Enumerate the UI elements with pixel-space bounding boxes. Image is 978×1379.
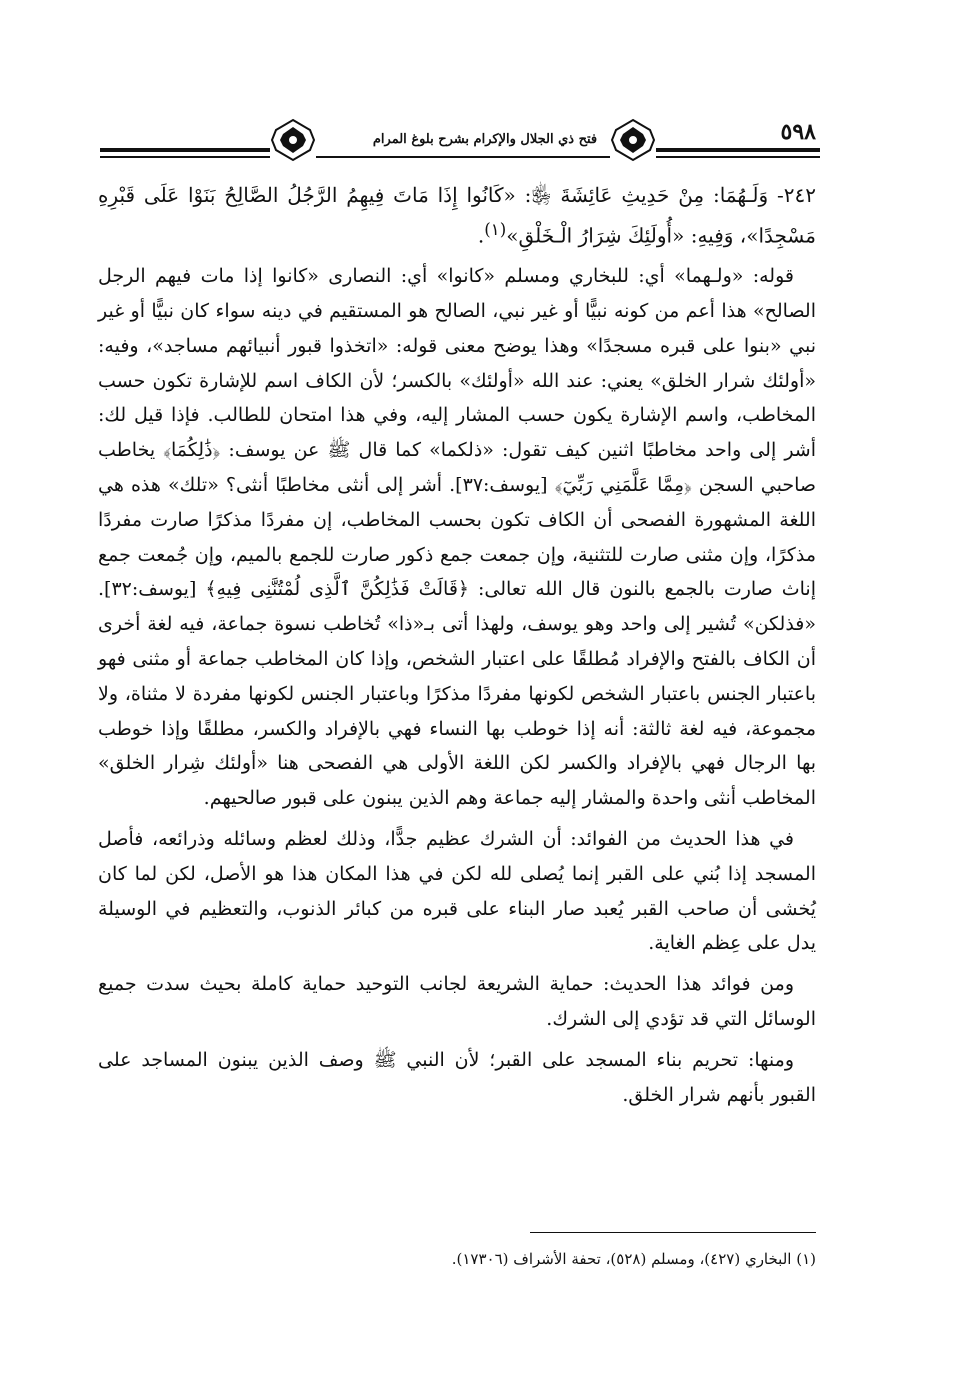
paragraph: ومن فوائد هذا الحديث: حماية الشريعة لجانب التوحيد حماية كاملة بحيث سدت جميع الوسائل التي قد تؤدي إلى الشرك.	[98, 973, 816, 1030]
footnote-ref: (١)	[484, 219, 507, 239]
ornament-icon	[270, 118, 316, 162]
hadith-end: .	[477, 223, 485, 248]
book-title: فتح ذي الجلال والإكرام بشرح بلوغ المرام	[315, 126, 655, 154]
footnote-divider	[530, 1232, 816, 1233]
footnote: (١) البخاري (٤٢٧)، ومسلم (٥٢٨)، تحفة الأشراف (١٧٣٠٦).	[451, 1250, 816, 1268]
paragraph: ومنها: تحريم بناء المسجد على القبر؛ لأن النبي ﷺ وصف الذين يبنون المساجد على القبور بأنهم شرار الخلق.	[98, 1048, 816, 1106]
page-header	[100, 118, 820, 178]
page-number: ٥٩٨	[777, 118, 820, 146]
ornament-icon	[610, 118, 656, 162]
header-rule-thin	[100, 156, 820, 158]
paragraph: في هذا الحديث من الفوائد: أن الشرك عظيم جدًّا، وذلك لعظم وسائله وذرائعه، فأصل المسجد إذا بُني على القبر إنما يُصلى لله لكن في هذا المكان هذا هو الأصل، لكن لما كان يُخشى أن صاحب القبر يُعبد صار البناء على قبره من كبائر الذنوب، والتعظيم في الوسيلة يدل على عِظم الغاية.	[98, 828, 816, 955]
hadith-body: ٢٤٢- وَلَـهُمَا: مِنْ حَدِيثِ عَائِشَةَ ﵂: «كَانُوا إِذَا مَاتَ فِيهِمُ الرَّجُلُ الصَّالِحُ بَنَوْا عَلَى قَبْرِهِ مَسْجِدًا»، وَفِيهِ: «أُولَئِكَ شِرَارُ الْـخَلْقِ»	[98, 183, 816, 248]
paragraph: قوله: «ولـهما» أي: للبخاري ومسلم «كانوا» أي: النصارى «كانوا إذا مات فيهم الرجل الصالح» هذا أعم من كونه نبيًّا أو غير نبي، الصالح هو المستقيم في دينه سواء كان نبيًّا أو غير نبي «بنوا على قبره مسجدًا» وهذا يوضح معنى قوله: «اتخذوا قبور أنبيائهم مساجد»، وفيه: «أولئك شرار الخلق» يعني: عند الله «أولئك» بالكسر؛ لأن الكاف اسم للإشارة تكون حسب المخاطب، واسم الإشارة يكون حسب المشار إليه، وفي هذا امتحان للطالب. فإذا قيل لك: أشر إلى واحد مخاطبًا اثنين كيف تقول: «ذلكما» كما قال ﷺ عن يوسف: ﴿ذَٰلِكُمَا﴾ يخاطب صاحبي السجن ﴿مِمَّا عَلَّمَنِي رَبِّيٓ﴾ [يوسف:٣٧]. أشر إلى أنثى مخاطبًا أنثى؟ «تلك» هذه هي اللغة المشهورة الفصحى أن الكاف تكون بحسب المخاطب، إن مفردًا مذكرًا صارت مفردًا مذكرًا، وإن مثنى صارت للتثنية، وإن جمعت جمع ذكور صارت للجمع بالميم، وإن جُمعت جمع إناث صارت بالجمع بالنون قال الله تعالى: ﴿قَالَتْ فَذَٰلِكُنَّ ٱلَّذِى لُمْتُنَّنِى فِيهِ﴾ [يوسف:٣٢]. «فذلكن» تُشير إلى واحد وهو يوسف، ولهذا أتى بـ«ذا» تُخاطب نسوة جماعة، فيه لغة أخرى أن الكاف بالفتح والإفراد مُطلقًا على اعتبار الشخص، وإذا كان المخاطب جماعة أو مثنى فهو باعتبار الجنس باعتبار الشخص لكونها مفردًا مذكرًا وباعتبار الجنس لكونها مفردة لا مثناة، ولا مجموعة، فيه لغة ثالثة: أنه إذا خوطب بها النساء فهي بالإفراد والكسر، مطلقًا وإذا خوطب بها الرجال فهي بالإفراد والكسر لكن اللغة الأولى هي الفصحى هنا «أولئك شِرار الخلق» المخاطب أنثى واحدة والمشار إليه جماعة وهم الذين يبنون على قبور صالحيهم.	[98, 265, 817, 810]
body-text	[98, 178, 816, 1118]
hadith-text	[98, 178, 816, 253]
